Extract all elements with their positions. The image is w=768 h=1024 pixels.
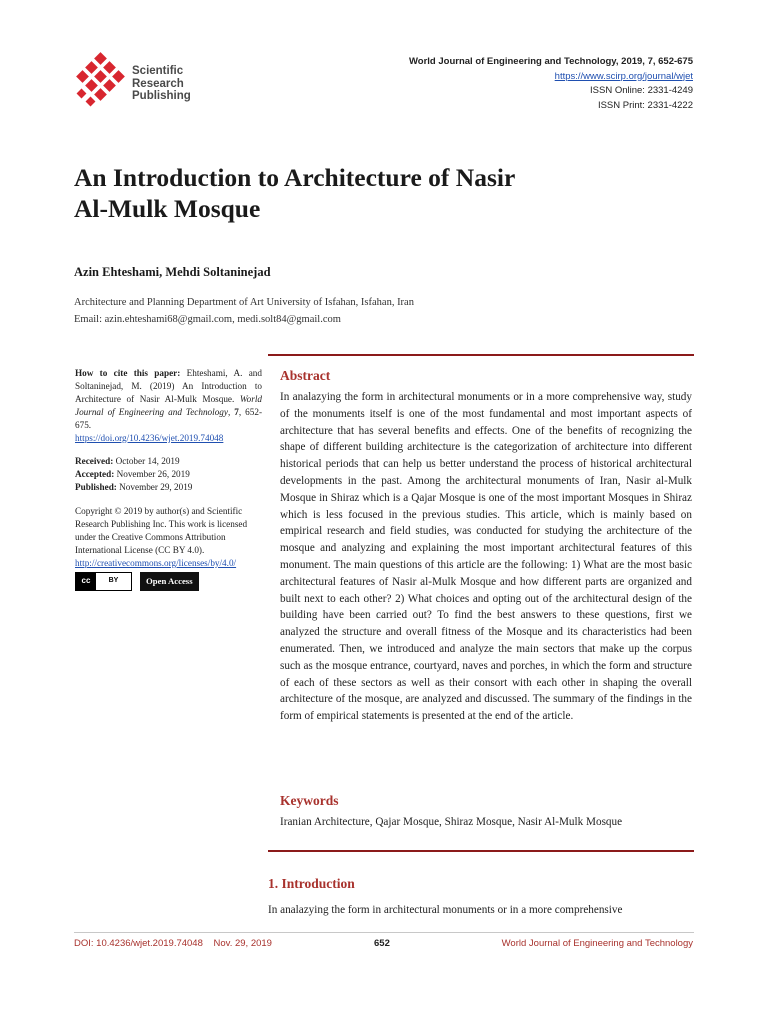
- abstract-body: In analazying the form in architectural monuments or in a more comprehensive way, study of the monuments itself is one of the most fundamental and most important aspects of architecture that has several benefits and effects. One of the benefits of recognizing the shape of different building architecture is the categorization of architecture into different historical periods that can help us better understand the process of historical architectural developments in the past. Among the architectural monuments of Iran, Nasir al-Mulk Mosque in Shiraz which is a Qajar Mosque is one of the most important Mosques in Shiraz which is less focused in the previous studies. This article, which is mainly based on empirical research and field studies, was conducted for studying the architecture of the mosque and analyzing and explaining the most important architectural features of this monument. The main questions of this article are the following: 1) What are the most basic architectural features of Nasir al-Mulk Mosque and how different parts are organized and built next to each other? 2) What choices and opting out of the architectural design of the building have been carried out? To find the best answers to these questions, first we analyzed the structure and overall fitness of the Mosque and its characteristics had been enumerated. Then, we introduced and analyze the main sectors that make up the corpus such as the mosque entrance, courtyard, naves and porches, in which the form and structure of each of these sectors as well as their consort with each other in shaping the overall architecture of the mosque, are analyzed and discussed. The summary of the findings in the form of empirical statements is presented at the end of the article.: [280, 391, 692, 723]
- license-link[interactable]: http://creativecommons.org/licenses/by/4.0/: [75, 557, 237, 568]
- open-access-badge: Open Access: [140, 572, 199, 591]
- email: Email: azin.ehteshami68@gmail.com, medi.solt84@gmail.com: [74, 313, 341, 325]
- sidebar: [75, 367, 262, 591]
- scirp-logo-icon: [74, 52, 130, 112]
- paper-title-line: Al-Mulk Mosque: [74, 194, 261, 223]
- cite-pages: , 652-675.: [75, 406, 263, 430]
- affiliation: Architecture and Planning Department of Art University of Isfahan, Isfahan, Iran: [74, 297, 414, 308]
- abstract-rule: [268, 354, 694, 356]
- accepted-label: Accepted:: [75, 469, 115, 480]
- cite-doi-link[interactable]: https://doi.org/10.4236/wjet.2019.74048: [75, 432, 224, 443]
- publisher-name-line: Publishing: [132, 90, 191, 102]
- dates: [75, 455, 262, 494]
- authors: Azin Ehteshami, Mehdi Soltaninejad: [74, 265, 271, 279]
- footer-date: Nov. 29, 2019: [213, 938, 272, 949]
- journal-citation: World Journal of Engineering and Technology, 2019, 7, 652-675: [408, 56, 693, 67]
- footer-doi-text: DOI: 10.4236/wjet.2019.74048: [74, 938, 203, 949]
- accepted-date: November 26, 2019: [114, 469, 190, 480]
- footer-doi: [74, 938, 272, 949]
- keywords-heading: Keywords: [280, 793, 339, 808]
- issn-online: ISSN Online: 2331-4249: [590, 85, 693, 96]
- cite-text: Ehteshami, A. and Soltaninejad, M. (2019) An Introduction to Architecture of Nasir Al-Mulk Mosque.: [75, 368, 262, 404]
- publisher-name-line: Scientific: [132, 65, 184, 77]
- journal-url-link[interactable]: https://www.scirp.org/journal/wjet: [554, 70, 693, 82]
- copyright: [75, 505, 262, 570]
- journal-info: [409, 55, 693, 113]
- cite-label: How to cite this paper:: [75, 368, 181, 378]
- affiliation-block: [74, 295, 414, 328]
- copyright-text: Copyright © 2019 by author(s) and Scientific Research Publishing Inc. This work is licensed under the Creative Commons Attribution International License (CC BY 4.0).: [75, 506, 248, 555]
- introduction-first-line: In analazying the form in architectural monuments or in a more comprehensive: [268, 904, 623, 916]
- published-date: November 29, 2019: [116, 482, 193, 493]
- publisher-logo: [74, 52, 214, 112]
- introduction-heading: 1. Introduction: [268, 876, 355, 891]
- cc-by-badge[interactable]: [75, 572, 132, 591]
- publisher-name-line: Research: [132, 77, 184, 90]
- cite-volume: 7: [234, 406, 239, 417]
- issn-print: ISSN Print: 2331-4222: [597, 99, 693, 111]
- keywords-rule: [268, 850, 694, 852]
- publisher-name: [132, 65, 191, 103]
- page-number: 652: [374, 938, 390, 949]
- paper-title-line: An Introduction to Architecture of Nasir: [74, 163, 516, 192]
- footer-rule: [74, 932, 694, 933]
- published-label: Published:: [75, 482, 117, 493]
- keywords-body: Iranian Architecture, Qajar Mosque, Shiraz Mosque, Nasir Al-Mulk Mosque: [280, 816, 623, 828]
- cc-icon: cc: [76, 573, 96, 590]
- abstract-heading: Abstract: [280, 368, 331, 383]
- received-label: Received:: [75, 456, 114, 467]
- how-to-cite: [75, 367, 262, 444]
- paper-title: [74, 162, 694, 224]
- license-badges: [75, 572, 262, 591]
- cite-journal: World Journal of Engineering and Technology: [75, 393, 262, 417]
- by-icon: BY: [108, 576, 119, 584]
- footer-journal: World Journal of Engineering and Technology: [501, 938, 693, 949]
- cite-separator: ,: [227, 406, 235, 417]
- received-date: October 14, 2019: [113, 456, 180, 467]
